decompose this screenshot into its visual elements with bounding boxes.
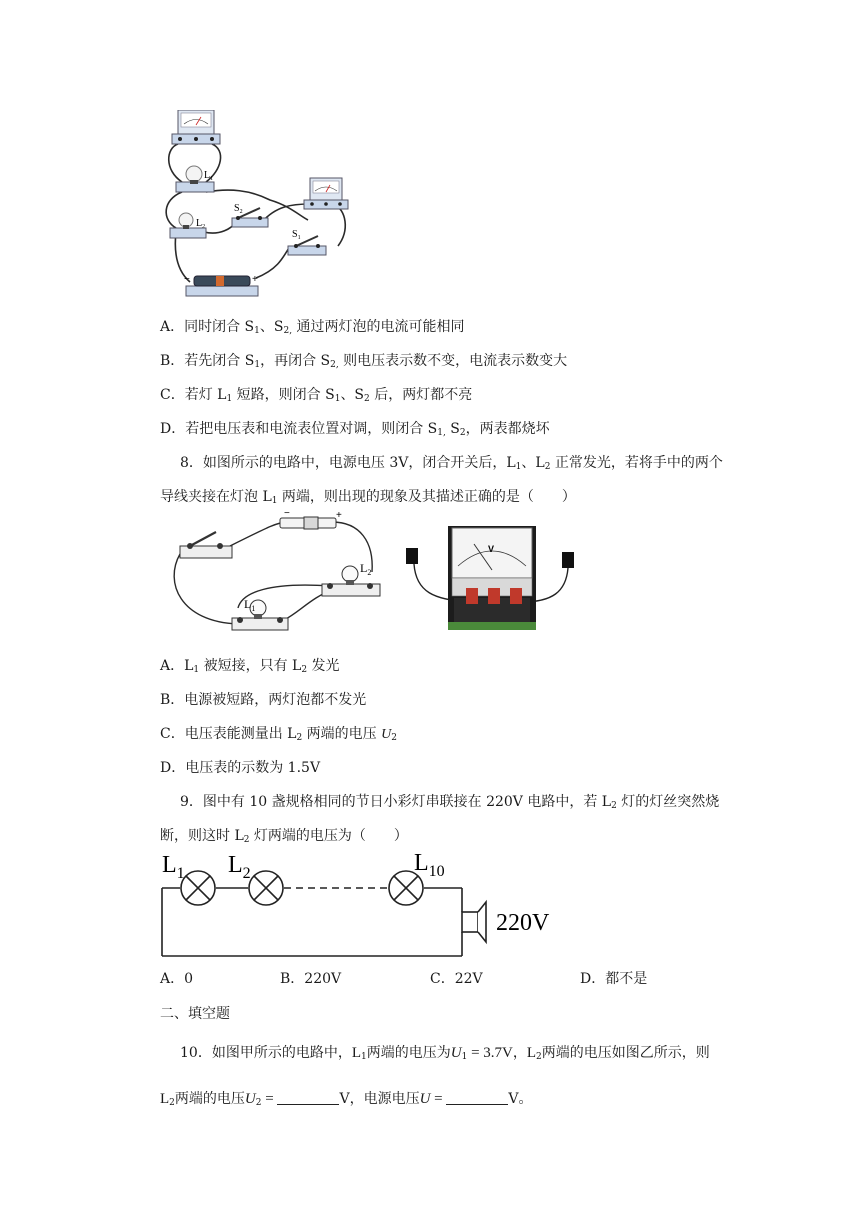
q8-label-l2: $L_2$ (360, 561, 372, 577)
q8-stem-line2: 导线夹接在灯泡 $L_1$ 两端，则出现的现象及其描述正确的是（ ） (160, 489, 576, 506)
q10-line2: $L_2$两端的电压$U_2 = V$，电源电压U = V。 (160, 1091, 533, 1108)
q9-stem-line2: 断，则这时 $L_2$ 灯两端的电压为（ ） (160, 828, 408, 845)
q7-option-d: D．若把电压表和电流表位置对调，则闭合 $S_{1,}$ $S_2$，两表都烧坏 (160, 421, 550, 438)
q9-label-l2: $L_2$ (228, 852, 251, 882)
q9-option-c: C．22V (430, 971, 483, 987)
q8-meter-v-label: V (488, 544, 495, 554)
q9-label-l1: $L_1$ (162, 852, 185, 882)
q7-label-l2: $L_2$ (196, 218, 206, 230)
q9-voltage-label: 220V (496, 910, 550, 936)
section-title-fill-blank: 二、填空题 (160, 1006, 230, 1022)
q7-option-a: A．同时闭合 $S_1$、$S_{2,}$ 通过两灯泡的电流可能相同 (160, 319, 465, 336)
q7-option-c: C．若灯 $L_1$ 短路，则闭合 $S_1$、$S_2$ 后，两灯都不亮 (160, 387, 473, 404)
q8-option-c: C．电压表能测量出 $L_2$ 两端的电压 $U_2$ (160, 726, 397, 743)
q7-circuit-figure (160, 110, 360, 300)
q9-option-d: D．都不是 (580, 971, 648, 987)
q8-option-b: B．电源被短路，两灯泡都不发光 (160, 692, 367, 708)
q10-blank-u[interactable] (446, 1092, 508, 1105)
q7-label-s1: $S_1$ (292, 229, 301, 241)
q9-stem-line1: 9．图中有 10 盏规格相同的节日小彩灯串联接在 220V 电路中，若 $L_2$ 灯的灯丝突然烧 (180, 794, 720, 811)
q9-circuit-figure (158, 846, 558, 958)
q8-option-d: D．电压表的示数为 1.5V (160, 760, 321, 776)
q7-label-l1: $L_1$ (204, 170, 214, 182)
q9-option-b: B．220V (280, 971, 342, 987)
q8-circuit-figure (160, 512, 390, 640)
q7-battery-plus: + (252, 274, 258, 285)
q9-label-l10: $L_{10}$ (414, 850, 445, 880)
q10-line1: 10．如图甲所示的电路中，$L_1$两端的电压为$U_1 = 3.7V$，$L_2$两端的电压如图乙所示，则 (180, 1045, 710, 1062)
q7-label-s2: $S_2$ (234, 203, 243, 215)
q8-battery-plus: + (336, 512, 342, 521)
q8-voltmeter-figure (404, 522, 580, 634)
q7-battery-minus: − (184, 274, 190, 285)
q7-option-b: B．若先闭合 $S_1$，再闭合 $S_{2,}$ 则电压表示数不变，电流表示数变大 (160, 353, 568, 370)
q8-battery-minus: − (284, 512, 290, 519)
q10-blank-u2[interactable] (277, 1092, 339, 1105)
q8-label-l1: $L_1$ (244, 597, 256, 613)
q8-option-a: A．$L_1$ 被短接，只有 $L_2$ 发光 (160, 658, 340, 675)
q8-stem-line1: 8．如图所示的电路中，电源电压 3V，闭合开关后，$L_1$、$L_2$ 正常发光，若将手中的两个 (180, 455, 723, 472)
q9-option-a: A．0 (160, 971, 194, 987)
